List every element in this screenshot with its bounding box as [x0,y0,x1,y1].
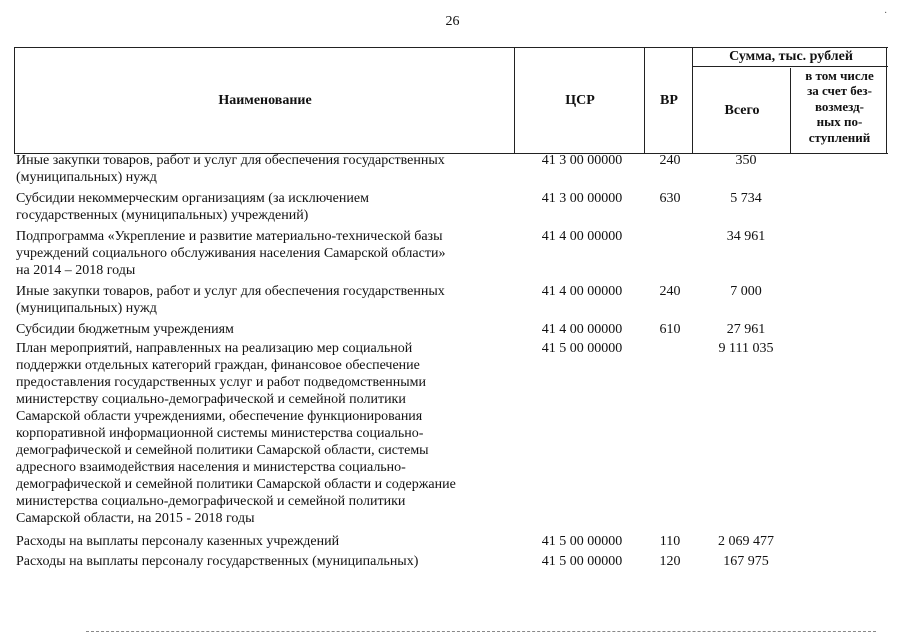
header-note-line: ных по- [816,114,863,130]
row-total: 7 000 [730,284,762,299]
row-total: 34 961 [726,229,766,244]
header-note-line: в том числе [805,68,874,83]
row-csr: 41 4 00 00000 [541,284,623,299]
row-csr: 41 3 00 00000 [541,191,623,206]
page-number: 26 [445,14,460,29]
scan-speck: · [884,8,888,19]
row-csr: 41 4 00 00000 [541,229,623,244]
row-name-line: учреждений социального обслуживания населения Самарской области» [16,246,446,261]
row-total: 167 975 [723,554,769,569]
row-vr: 120 [659,554,681,569]
row-vr: 240 [659,284,681,299]
header-note-line: ступлений [808,129,871,145]
row-name [16,228,516,279]
row-total: 27 961 [726,322,766,337]
row-name-line: корпоративной информационной системы министерства социально- [16,426,424,441]
row-name-line: демографической и семейной политики Самарской области, системы [16,443,429,458]
header-vr: ВР [660,92,678,108]
row-csr: 41 5 00 00000 [541,554,623,569]
row-name [16,283,516,317]
header-name: Наименование [218,92,312,108]
row-vr: 240 [659,153,681,168]
row-name [16,190,516,224]
row-name-line: демографической и семейной политики Самарской области и содержание [16,477,456,492]
row-vr: 610 [659,322,681,337]
row-name-line: министерству социально-демографической и семейной политики [16,392,406,407]
row-name-line: Субсидии бюджетным учреждениям [16,322,234,337]
row-name-line: Расходы на выплаты персоналу государственных (муниципальных) [16,554,419,569]
row-name-line: (муниципальных) нужд [16,301,157,316]
row-name-line: Самарской области учреждениями, обеспечение функционирования [16,409,423,424]
row-name [16,152,516,186]
row-name-line: министерства социально-демографической и семейной политики [16,494,406,509]
row-name-line: Субсидии некоммерческим организациям (за исключением [16,191,369,206]
row-vr: 630 [659,191,681,206]
header-note [791,68,888,153]
header-amount-group: Сумма, тыс. рублей [729,49,853,64]
row-csr: 41 5 00 00000 [541,341,623,356]
header-note-line: возмезд- [815,98,864,114]
row-name [16,533,516,550]
row-name-line: Подпрограмма «Укрепление и развитие материально-технической базы [16,229,443,244]
page-bottom-edge [86,631,876,632]
row-total: 9 111 035 [718,341,774,356]
row-total: 350 [735,153,757,168]
row-name-line: поддержки отдельных категорий граждан, финансовое обеспечение [16,358,420,373]
row-name [16,340,516,527]
row-vr: 110 [659,534,681,549]
header-csr: ЦСР [565,92,595,108]
row-total: 5 734 [730,191,762,206]
table-header [14,47,888,154]
row-name [16,553,516,570]
row-name-line: предоставления государственных услуг и работ подведомственными [16,375,426,390]
row-name [16,321,516,338]
header-total: Всего [724,102,760,118]
row-name-line: План мероприятий, направленных на реализацию мер социальной [16,341,413,356]
row-csr: 41 5 00 00000 [541,534,623,549]
row-name-line: на 2014 – 2018 годы [16,263,136,278]
row-name-line: Иные закупки товаров, работ и услуг для обеспечения государственных [16,284,445,299]
row-csr: 41 4 00 00000 [541,322,623,337]
row-name-line: Иные закупки товаров, работ и услуг для обеспечения государственных [16,153,445,168]
row-name-line: Самарской области, на 2015 - 2018 годы [16,511,255,526]
row-name-line: Расходы на выплаты персоналу казенных учреждений [16,534,340,549]
row-name-line: адресного взаимодействия населения и министерства социально- [16,460,406,475]
row-csr: 41 3 00 00000 [541,153,623,168]
row-name-line: государственных (муниципальных) учреждений) [16,208,309,223]
row-name-line: (муниципальных) нужд [16,170,157,185]
header-note-line: за счет без- [807,83,872,99]
row-total: 2 069 477 [718,534,774,549]
